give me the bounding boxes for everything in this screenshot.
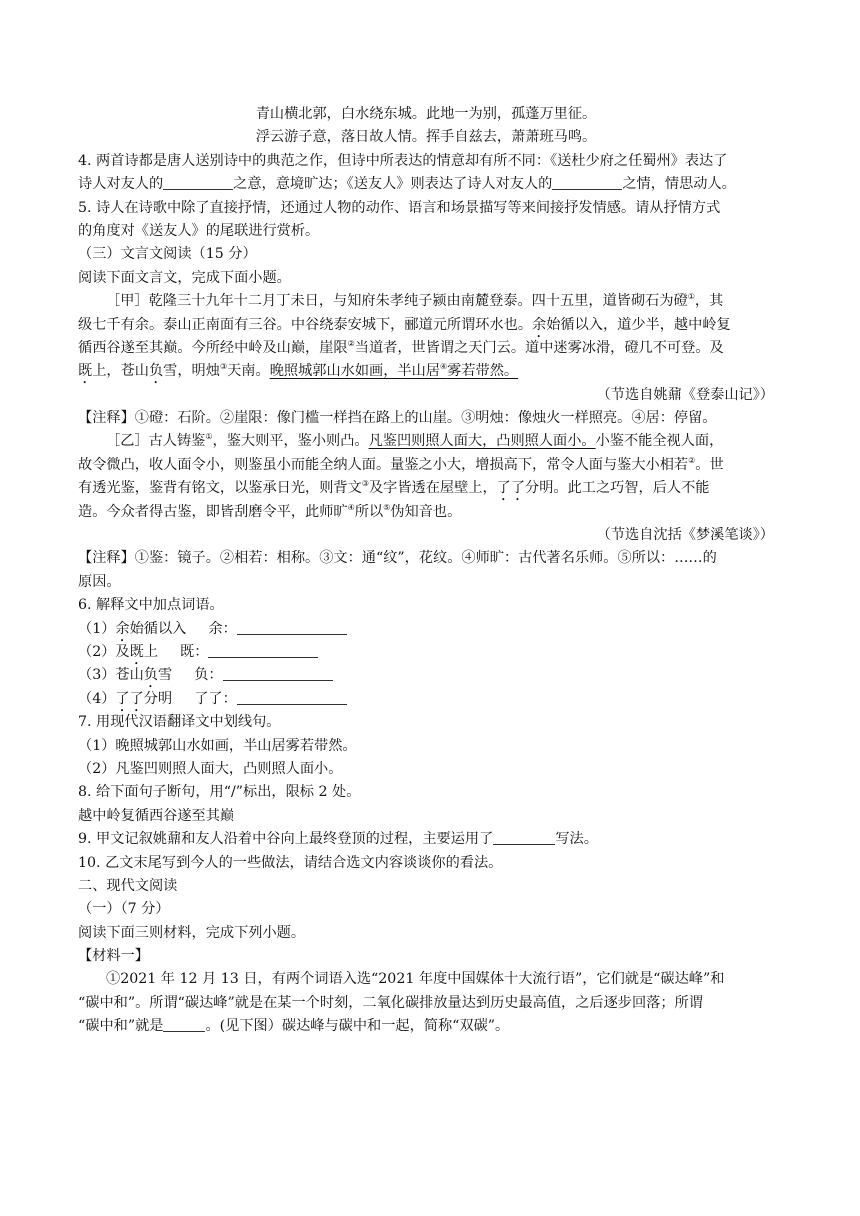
material-paragraph-line-3: “碳中和”就是 。(见下图）碳达峰与碳中和一起，简称“双碳”。 xyxy=(78,1018,510,1035)
question-6-item: （3）苍山负雪 负： xyxy=(78,664,774,687)
passage-yi-line-1: ［乙］古人铸鉴①，鉴大则平，鉴小则凸。凡鉴凹则照人面大，凸则照人面小。小鉴不能全视人面， xyxy=(106,432,724,450)
question-8-title: 8. 给下面句子断句，用“/”标出，限标 2 处。 xyxy=(78,784,361,801)
question-8-sentence: 越中岭复循西谷遂至其巅 xyxy=(78,807,235,824)
answer-blank[interactable] xyxy=(237,690,347,705)
section-instruction: 阅读下面文言文，完成下面小题。 xyxy=(78,269,291,286)
answer-blank[interactable] xyxy=(552,175,622,190)
question-5-line-1: 5. 诗人在诗歌中除了直接抒情，还通过人物的动作、语言和场景描写等来间接抒发情感。请从抒情方式 xyxy=(78,199,721,216)
dotted-word: 既 xyxy=(78,363,93,380)
part-2-instruction: 阅读下面三则材料，完成下列小题。 xyxy=(78,924,306,941)
answer-blank[interactable] xyxy=(163,1017,205,1032)
question-4-line-1: 4. 两首诗都是唐人送别诗中的典范之作，但诗中所表达的情意却有所不同：《送杜少府之任蜀州》表达了 xyxy=(78,152,728,169)
poem-line-2: 浮云游子意，落日故人情。挥手自兹去，萧萧班马鸣。 xyxy=(255,129,597,146)
material-paragraph-line-2: “碳中和”。所谓“碳达峰”就是在某一个时刻，二氧化碳排放量达到历史最高值，之后逐步回落；所谓 xyxy=(78,994,703,1011)
answer-blank[interactable] xyxy=(163,175,233,190)
answer-blank[interactable] xyxy=(223,666,333,681)
dotted-word: 负 xyxy=(143,667,158,684)
answer-blank[interactable] xyxy=(208,643,318,658)
question-7-item-1: （1）晚照城郭山水如画，半山居雾若带然。 xyxy=(78,737,357,754)
passage-yi-notes-2: 原因。 xyxy=(78,573,121,590)
source-citation: （节选自姚鼐《登泰山记》） xyxy=(596,386,774,403)
dotted-word: 了了 xyxy=(115,690,144,707)
question-9: 9. 甲文记叙姚鼐和友人沿着中谷向上最终登顶的过程，主要运用了 写法。 xyxy=(78,831,598,848)
dotted-word: 了了 xyxy=(496,480,526,497)
question-7-item-2: （2）凡鉴凹则照人面大，凸则照人面小。 xyxy=(78,760,343,777)
underlined-sentence: 凡鉴凹则照人面大，凸则照人面小。 xyxy=(368,433,596,450)
underlined-sentence: 晚照城郭山水如画，半山居④雾若带然。 xyxy=(269,362,519,380)
passage-jia-notes: 【注释】①磴：石阶。②崖限：像门槛一样挡在路上的山崖。③明烛：像烛火一样照亮。④居：停留。 xyxy=(78,410,717,427)
passage-jia-line-4: 既上，苍山负雪，明烛③天南。晚照城郭山水如画，半山居④雾若带然。 xyxy=(78,362,519,380)
passage-jia-line-1: ［甲］乾隆三十九年十二月丁未日，与知府朱孝纯子颍由南麓登泰。四十五里，道皆砌石为磴①，其 xyxy=(106,292,724,310)
question-6-title: 6. 解释文中加点词语。 xyxy=(78,597,224,614)
dotted-word: 余 xyxy=(532,316,547,333)
source-citation: （节选自沈括《梦溪笔谈》） xyxy=(596,527,774,544)
passage-yi-line-4: 造。今众者得古鉴，即皆刮磨令平，此师旷④所以⑤伪知音也。 xyxy=(78,502,462,520)
part-2-heading: 二、现代文阅读 xyxy=(78,877,178,894)
question-7-title: 7. 用现代汉语翻译文中划线句。 xyxy=(78,714,281,731)
passage-yi-line-2: 故令微凸，收人面令小，则鉴虽小而能全纳人面。量鉴之小大，增损高下，常令人面与鉴大小相若②。世 xyxy=(78,455,724,473)
passage-jia-line-2: 级七千有余。泰山正南面有三谷。中谷绕泰安城下，郦道元所谓环水也。余始循以入，道少半，越中岭复 xyxy=(78,316,731,333)
answer-blank[interactable] xyxy=(237,620,347,635)
question-6-item: （1）余始循以入 余： xyxy=(78,618,774,641)
poem-line-1: 青山横北郭，白水绕东城。此地一为别，孤蓬万里征。 xyxy=(255,106,597,122)
question-6-item: （2）及既上 既： xyxy=(78,641,774,664)
passage-yi-notes-1: 【注释】①鉴：镜子。②相若：相称。③文：通“纹”，花纹。④师旷：古代著名乐师。⑤所以：……的 xyxy=(78,550,717,567)
question-5-line-2: 的角度对《送友人》的尾联进行赏析。 xyxy=(78,222,320,239)
question-6-item: （4）了了分明 了了： xyxy=(78,688,774,711)
dotted-word: 既 xyxy=(129,643,144,660)
passage-jia-line-3: 循西谷遂至其巅。今所经中岭及山巅，崖限②当道者，世皆谓之天门云。道中迷雾冰滑，磴几不可登。及 xyxy=(78,338,724,356)
document-page xyxy=(78,103,774,1039)
material-paragraph-line-1: ①2021 年 12 月 13 日，有两个词语入选“2021 年度中国媒体十大流行语”，它们就是“碳达峰”和 xyxy=(106,971,725,988)
part-2-subheading: （一）（7 分） xyxy=(78,901,170,918)
section-heading: （三）文言文阅读（15 分） xyxy=(78,246,257,263)
dotted-word: 负 xyxy=(148,363,164,380)
dotted-word: 余 xyxy=(115,620,130,637)
passage-yi-line-3: 有透光鉴，鉴背有铭文，以鉴承日光，则背文③及字皆透在屋壁上，了了分明。此工之巧智，后人不能 xyxy=(78,479,710,497)
answer-blank[interactable] xyxy=(493,830,555,845)
material-label: 【材料一】 xyxy=(78,948,149,965)
question-4-line-2: 诗人对友人的 之意，意境旷达；《送友人》则表达了诗人对友人的 之情，情思动人。 xyxy=(78,176,736,193)
question-10: 10. 乙文末尾写到今人的一些做法，请结合选文内容谈谈你的看法。 xyxy=(78,854,503,871)
